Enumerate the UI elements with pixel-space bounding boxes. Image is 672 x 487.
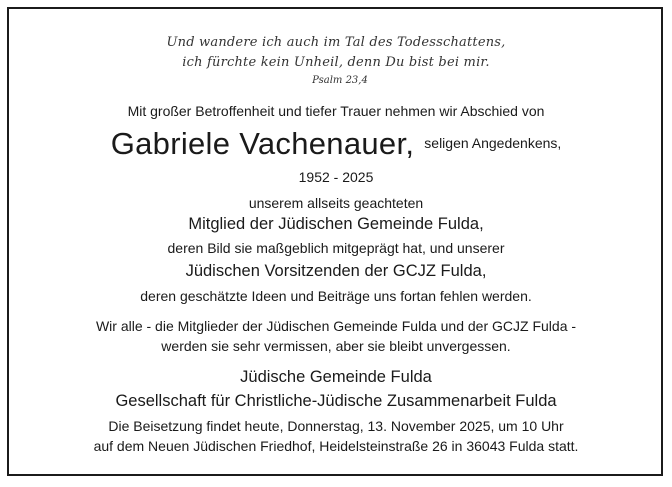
body-line-1: unserem allseits geachteten [248, 195, 424, 211]
psalm-line-1: Und wandere ich auch im Tal des Todesschattens, [166, 35, 506, 50]
psalm-reference: Psalm 23,4 [312, 75, 368, 86]
deceased-name: Gabriele Vachenauer, [110, 126, 415, 161]
psalm-line-2: ich fürchte kein Unheil, denn Du bist bei mir. [182, 55, 490, 70]
signatory-org-2: Gesellschaft für Christliche-Jüdische Zusammenarbeit Fulda [115, 392, 557, 410]
body-line-5: deren geschätzte Ideen und Beiträge uns fortan fehlen werden. [140, 288, 532, 304]
body-line-3: deren Bild sie maßgeblich mitgeprägt hat, und unserer [167, 240, 505, 256]
body-line-2: Mitglied der Jüdischen Gemeinde Fulda, [188, 215, 484, 233]
body-line-4: Jüdischen Vorsitzenden der GCJZ Fulda, [185, 262, 487, 280]
closing-line-2: werden sie sehr vermissen, aber sie bleibt unvergessen. [161, 338, 511, 354]
funeral-line-2: auf dem Neuen Jüdischen Friedhof, Heidelsteinstraße 26 in 36043 Fulda statt. [93, 438, 579, 454]
funeral-line-1: Die Beisetzung findet heute, Donnerstag, 13. November 2025, um 10 Uhr [108, 418, 564, 434]
intro-text: Mit großer Betroffenheit und tiefer Trauer nehmen wir Abschied von [127, 103, 545, 119]
name-suffix: seligen Angedenkens, [424, 135, 562, 151]
years: 1952 - 2025 [298, 169, 374, 185]
closing-line-1: Wir alle - die Mitglieder der Jüdischen Gemeinde Fulda und der GCJZ Fulda - [95, 318, 577, 334]
signatory-org-1: Jüdische Gemeinde Fulda [240, 368, 432, 386]
name-row [0, 126, 672, 162]
